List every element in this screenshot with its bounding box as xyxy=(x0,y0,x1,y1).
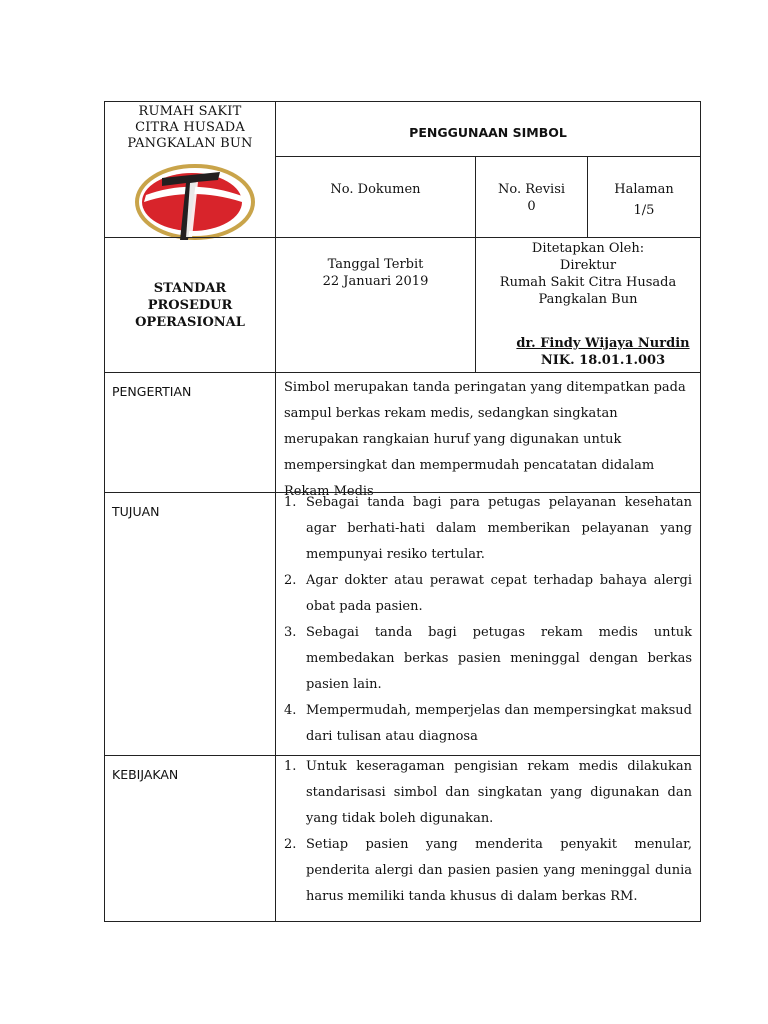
hospital-name-line-1: RUMAH SAKIT xyxy=(138,104,242,119)
pengertian-label: PENGERTIAN xyxy=(112,384,192,399)
sop-label-cell xyxy=(104,237,276,373)
tujuan-item-number: 4. xyxy=(284,703,297,718)
ditetapkan-line-4: Pangkalan Bun xyxy=(538,292,638,307)
tujuan-item xyxy=(276,620,692,698)
kebijakan-item xyxy=(276,832,692,910)
hospital-logo xyxy=(132,158,258,242)
tujuan-item-text: Agar dokter atau perawat cepat terhadap bahaya alergi obat pada pasien. xyxy=(306,573,692,614)
hospital-logo-cell xyxy=(104,101,276,238)
tujuan-item-number: 3. xyxy=(284,625,297,640)
tanggal-terbit-value: 22 Januari 2019 xyxy=(322,274,429,289)
no-revisi-cell xyxy=(475,156,588,238)
tujuan-label-cell xyxy=(104,492,276,756)
no-dokumen-label: No. Dokumen xyxy=(330,182,421,197)
kebijakan-item xyxy=(276,754,692,832)
halaman-cell xyxy=(587,156,701,238)
kebijakan-item-number: 2. xyxy=(284,837,297,852)
kebijakan-item-text: Setiap pasien yang menderita penyakit menular, penderita alergi dan pasien pasien yang meninggal dunia harus memiliki tanda khusus di dalam berkas RM. xyxy=(306,837,692,904)
tujuan-item xyxy=(276,490,692,568)
kebijakan-label-cell xyxy=(104,755,276,922)
kebijakan-list xyxy=(276,754,692,910)
kebijakan-content-cell xyxy=(275,755,701,922)
hospital-name-line-2: CITRA HUSADA xyxy=(135,120,245,135)
tujuan-item-text: Sebagai tanda bagi petugas rekam medis untuk membedakan berkas pasien meninggal dengan berkas pasien lain. xyxy=(306,625,692,692)
tanggal-terbit-cell xyxy=(275,237,476,373)
no-revisi-value: 0 xyxy=(527,199,536,214)
tujuan-content-cell xyxy=(275,492,701,756)
tanggal-terbit-label: Tanggal Terbit xyxy=(327,257,424,272)
ditetapkan-line-2: Direktur xyxy=(559,258,617,273)
sop-label-line-1: STANDAR xyxy=(153,281,227,296)
tujuan-item-number: 1. xyxy=(284,495,297,510)
signer-name: dr. Findy Wijaya Nurdin xyxy=(516,336,690,351)
sop-label-line-2: PROSEDUR xyxy=(147,298,233,313)
signer-nik: NIK. 18.01.1.003 xyxy=(540,353,666,368)
ditetapkan-line-3: Rumah Sakit Citra Husada xyxy=(499,275,677,290)
document-title: PENGGUNAAN SIMBOL xyxy=(409,125,567,140)
tujuan-label: TUJUAN xyxy=(112,504,160,519)
kebijakan-label: KEBIJAKAN xyxy=(112,767,179,782)
hospital-name-line-3: PANGKALAN BUN xyxy=(127,136,253,151)
tujuan-item-text: Sebagai tanda bagi para petugas pelayanan kesehatan agar berhati-hati dalam memberikan pelayanan yang mempunyai resiko tertular. xyxy=(306,495,692,562)
ditetapkan-cell xyxy=(475,237,701,373)
tujuan-list xyxy=(276,490,692,750)
kebijakan-item-text: Untuk keseragaman pengisian rekam medis dilakukan standarisasi simbol dan singkatan yang digunakan dan yang tidak boleh digunakan. xyxy=(306,759,692,826)
sop-label-line-3: OPERASIONAL xyxy=(135,315,245,330)
kebijakan-item-number: 1. xyxy=(284,759,297,774)
tujuan-item xyxy=(276,568,692,620)
pengertian-text: Simbol merupakan tanda peringatan yang ditempatkan pada sampul berkas rekam medis, sedangkan singkatan merupakan rangkaian huruf yang digunakan untuk mempersingkat dan mempermudah pencatatan didalam Rekam Medis xyxy=(284,380,686,499)
pengertian-content-cell xyxy=(275,372,701,499)
document-title-cell xyxy=(275,101,701,157)
ditetapkan-line-1: Ditetapkan Oleh: xyxy=(531,241,645,256)
no-dokumen-cell xyxy=(275,156,476,238)
halaman-label: Halaman xyxy=(614,182,674,197)
pengertian-label-cell xyxy=(104,372,276,493)
tujuan-item-text: Mempermudah, memperjelas dan mempersingkat maksud dari tulisan atau diagnosa xyxy=(306,703,692,744)
tujuan-item-number: 2. xyxy=(284,573,297,588)
halaman-value: 1/5 xyxy=(633,203,655,218)
hospital-name xyxy=(105,104,275,152)
no-revisi-label: No. Revisi xyxy=(497,182,566,197)
tujuan-item xyxy=(276,698,692,750)
